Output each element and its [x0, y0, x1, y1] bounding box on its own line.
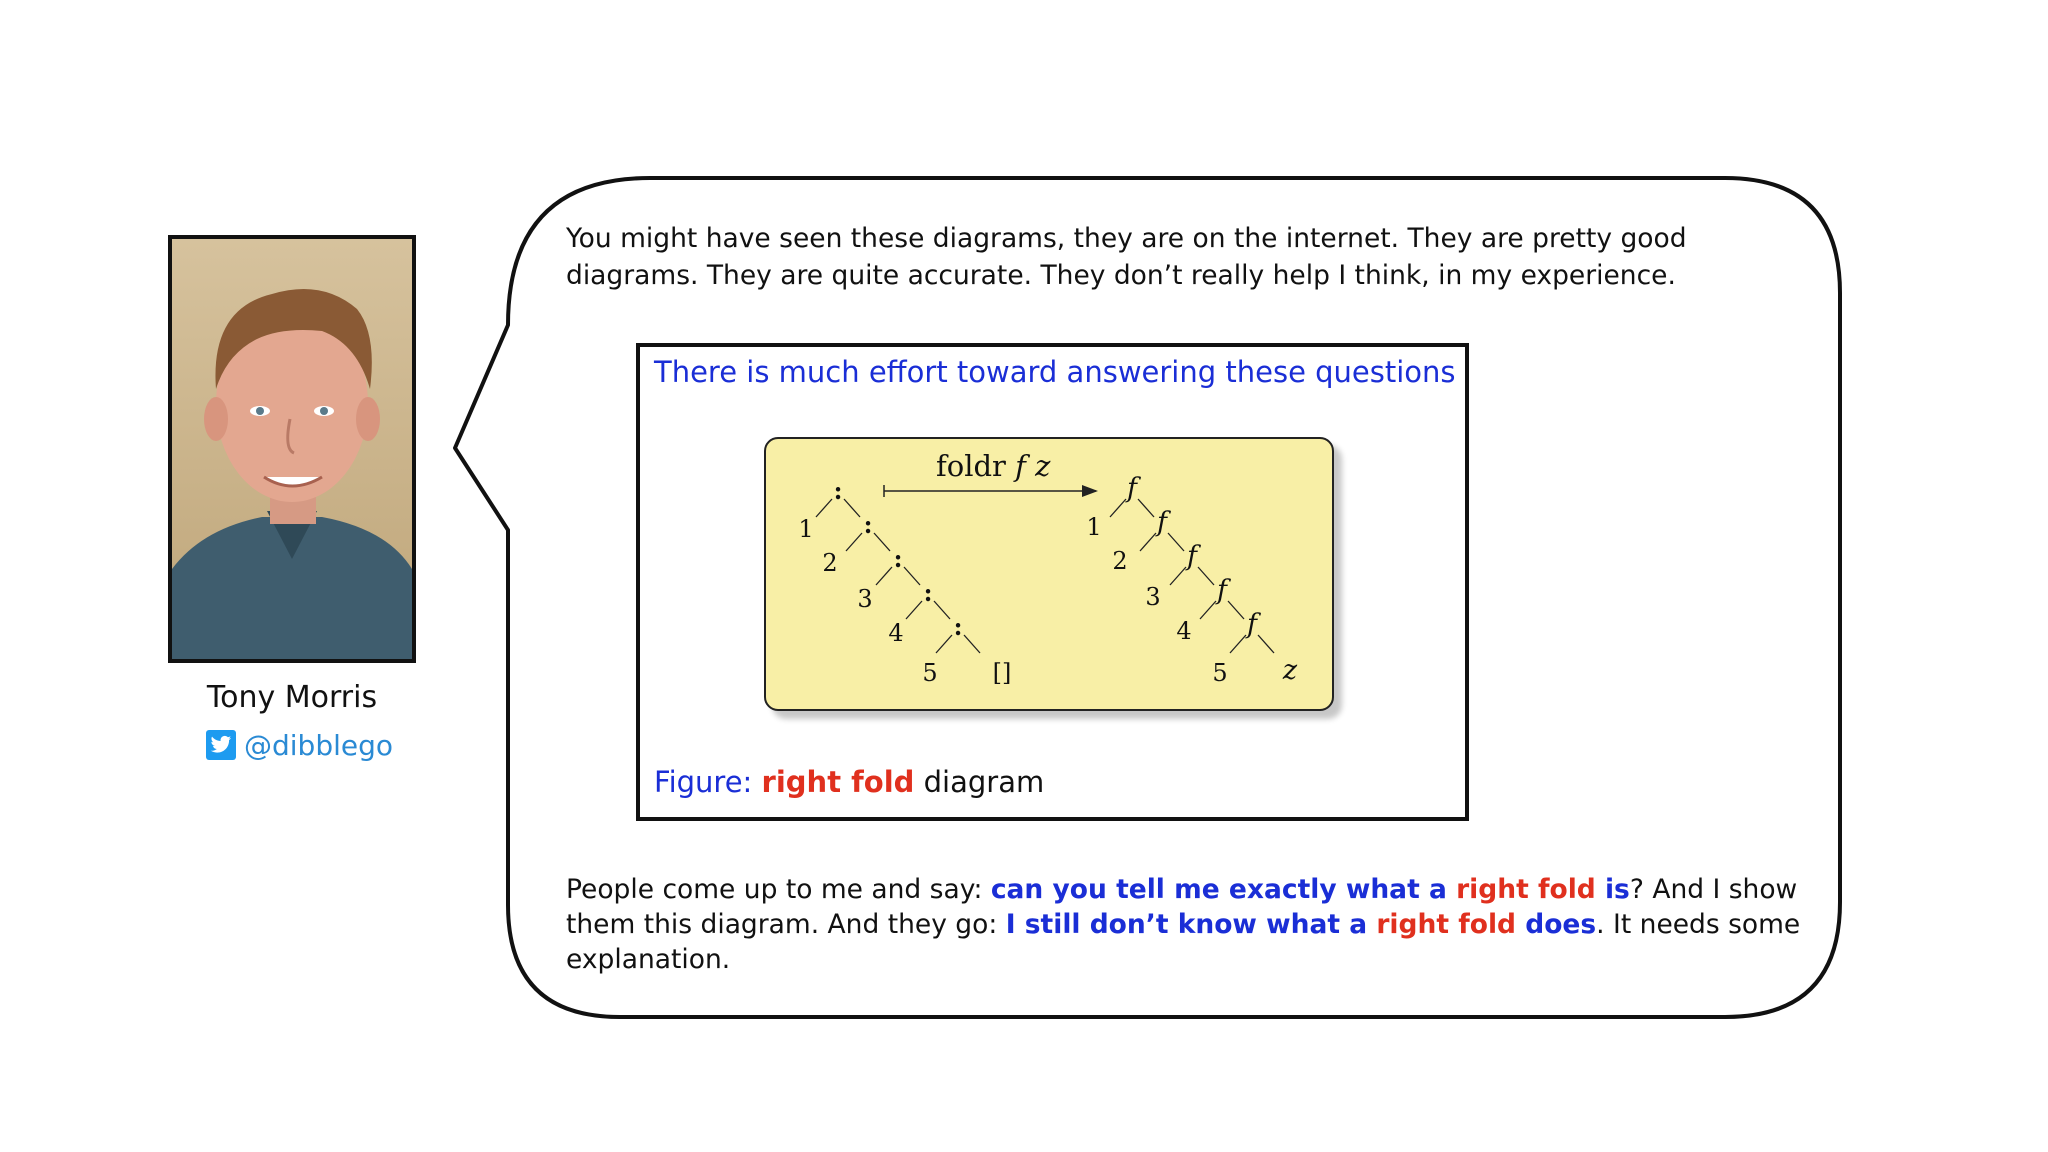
speaker-handle-row[interactable] [206, 727, 393, 763]
list-nil: [] [992, 659, 1012, 687]
tree-edge [906, 601, 922, 619]
tree-edge [816, 499, 832, 517]
list-element: 4 [888, 619, 904, 647]
tree-edge [1200, 601, 1216, 619]
fold-seed: z [1282, 655, 1298, 686]
list-element: 3 [857, 585, 873, 613]
speaker-photo [168, 235, 416, 663]
cons-node: : [893, 544, 903, 573]
foldr-diagram [764, 437, 1334, 711]
figure-caption: Figure: right fold diagram [654, 765, 1045, 799]
fold-op-node: f [1247, 609, 1257, 640]
tree-edge [1168, 533, 1184, 551]
fold-op-node: f [1127, 473, 1137, 504]
tree-edge [1198, 567, 1214, 585]
twitter-bird-icon [206, 730, 236, 760]
tree-edge [936, 635, 952, 653]
portrait-illustration [172, 239, 412, 659]
fold-op-node: f [1217, 575, 1227, 606]
intro-paragraph: You might have seen these diagrams, they are on the internet. They are pretty good diagrams. They are quite accurate. They don’t really help I think, in my experience. [566, 223, 1687, 291]
outro-paragraph: People come up to me and say: can you tell me exactly what a right fold is? And I show them this diagram. And they go: I still don’t know what a right fold does. It needs some explanation. [566, 874, 1801, 975]
tree-edge [934, 601, 950, 619]
fold-element: 4 [1176, 617, 1192, 645]
tree-edge [846, 533, 862, 551]
diagram-edges [766, 439, 1336, 713]
fold-element: 2 [1112, 547, 1128, 575]
arrowhead-icon [1082, 485, 1098, 497]
figure-box [636, 343, 1469, 821]
tree-edge [844, 499, 860, 517]
speaker-handle[interactable]: @dibblego [244, 728, 394, 762]
foldr-label: foldr f z [936, 449, 1051, 483]
tree-edge [1258, 635, 1274, 653]
fold-element: 1 [1086, 513, 1102, 541]
tree-edge [904, 567, 920, 585]
figure-heading: There is much effort toward answering these questions [654, 355, 1456, 389]
fold-op-node: f [1157, 507, 1167, 538]
list-element: 5 [922, 659, 938, 687]
tree-edge [1228, 601, 1244, 619]
fold-element: 3 [1145, 583, 1161, 611]
list-element: 2 [822, 549, 838, 577]
cons-node: : [833, 476, 843, 505]
tree-edge [1138, 499, 1154, 517]
tree-edge [1140, 533, 1156, 551]
tree-edge [1230, 635, 1246, 653]
tree-edge [874, 533, 890, 551]
speaker-name: Tony Morris [206, 680, 378, 715]
tree-edge [964, 635, 980, 653]
tree-edge [1110, 499, 1126, 517]
fold-op-node: f [1187, 541, 1197, 572]
cons-node: : [923, 578, 933, 607]
cons-node: : [863, 510, 873, 539]
fold-element: 5 [1212, 659, 1228, 687]
list-element: 1 [798, 515, 814, 543]
tree-edge [1170, 567, 1186, 585]
cons-node: : [953, 612, 963, 641]
tree-edge [876, 567, 892, 585]
